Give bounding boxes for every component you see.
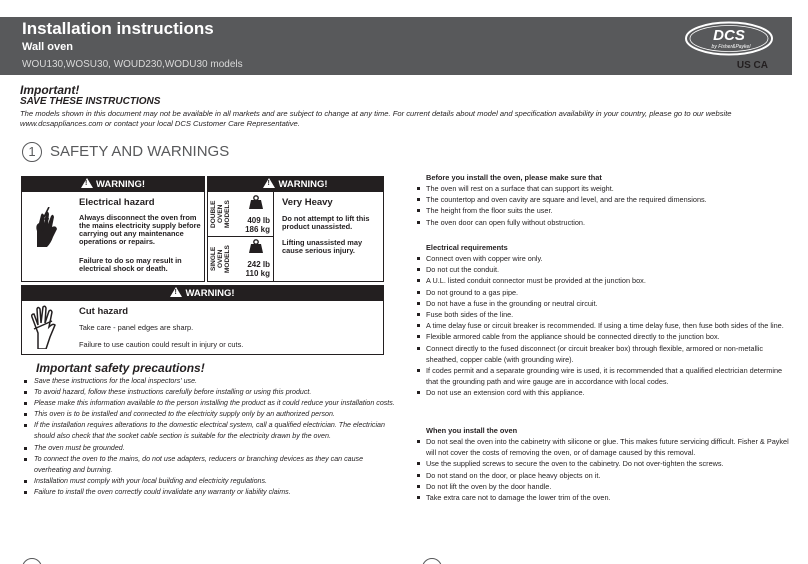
list-item: Do not use an extension cord with this appliance. xyxy=(416,387,794,398)
list-item: Fuse both sides of the line. xyxy=(416,309,794,320)
when-install-title: When you install the oven xyxy=(426,426,518,435)
precautions-title: Important safety precautions! xyxy=(36,361,205,375)
list-item: Do not have a fuse in the grounding or neutral circuit. xyxy=(416,298,794,309)
before-install-title: Before you install the oven, please make sure that xyxy=(426,173,602,182)
warning-bar xyxy=(22,286,383,301)
double-weight-kg: 186 kg xyxy=(245,225,270,234)
list-item: The oven must be grounded. xyxy=(22,443,402,454)
header-bar xyxy=(0,17,792,75)
save-instructions-heading: SAVE THESE INSTRUCTIONS xyxy=(20,96,161,107)
single-oven-label: SINGLE OVEN MODELS xyxy=(210,245,231,273)
warning-triangle-icon xyxy=(263,178,275,188)
electrical-hazard-title: Electrical hazard xyxy=(79,197,155,208)
very-heavy-text1: Do not attempt to lift this product unassisted. xyxy=(282,214,370,231)
list-item: If the installation requires alterations to the domestic electrical system, call a qualified electrician. The electrician should also check that the socket cable section is suitable for the electricity drawn by the oven. xyxy=(22,420,402,442)
list-item: This oven is to be installed and connected to the electricity supply only by an authorized person. xyxy=(22,409,402,420)
list-item: Take extra care not to damage the lower trim of the oven. xyxy=(416,492,794,503)
list-item: Do not ground to a gas pipe. xyxy=(416,287,794,298)
single-weight-kg: 110 kg xyxy=(245,269,270,278)
precautions-list xyxy=(22,376,402,498)
single-oven-weight xyxy=(230,260,270,278)
warning-bar xyxy=(208,177,383,192)
doc-title: Installation instructions xyxy=(22,19,214,38)
weight-icon xyxy=(248,195,264,209)
doc-subtitle: Wall oven xyxy=(22,41,73,53)
list-item: Installation must comply with your local building and electricity regulations. xyxy=(22,476,402,487)
cut-hazard-title: Cut hazard xyxy=(79,306,129,317)
warning-triangle-icon xyxy=(170,287,182,297)
list-item: Failure to install the oven correctly could invalidate any warranty or liability claims. xyxy=(22,487,402,498)
list-item: If codes permit and a separate grounding wire is used, it is recommended that a qualified electrician determine that the grounding path and wire gauge are in accordance with local codes. xyxy=(416,365,794,387)
list-item: Save these instructions for the local inspectors' use. xyxy=(22,376,402,387)
list-item: Do not lift the oven by the door handle. xyxy=(416,481,794,492)
list-item: Connect directly to the fused disconnect (or circuit breaker box) through flexible, armored or non-metallic sheathed, copper cable (with grounding wire). xyxy=(416,343,794,365)
list-item: The countertop and oven cavity are square and level, and are the required dimensions. xyxy=(416,194,794,205)
list-item: A time delay fuse or circuit breaker is recommended. If using a time delay fuse, then fuse both sides of the line. xyxy=(416,320,794,331)
single-weight-lb: 242 lb xyxy=(247,260,270,269)
list-item: Do not cut the conduit. xyxy=(416,264,794,275)
electrical-requirements-section xyxy=(416,243,794,399)
intro-text: The models shown in this document may not be available in all markets and are subject to change at any time. For current details about model and specification availability in your country, please go to our website www.dcsappliances.com or contact your local DCS Customer Care Representative. xyxy=(20,109,732,128)
list-item: The oven door can open fully without obstruction. xyxy=(416,217,794,228)
list-item: The oven will rest on a surface that can support its weight. xyxy=(416,183,794,194)
section-number: 1 xyxy=(22,142,42,162)
when-install-section xyxy=(416,426,794,503)
list-item: Flexible armored cable from the appliance should be connected directly to the junction box. xyxy=(416,331,794,342)
double-weight-lb: 409 lb xyxy=(247,216,270,225)
list-item: Connect oven with copper wire only. xyxy=(416,253,794,264)
logo-text: DCS xyxy=(713,27,745,44)
important-heading: Important! xyxy=(20,83,80,97)
when-install-list xyxy=(416,436,794,503)
warning-label: WARNING! xyxy=(185,288,235,299)
region-label: US CA xyxy=(736,60,768,71)
very-heavy-warning xyxy=(207,176,384,282)
cut-hazard-text2: Failure to use caution could result in injury or cuts. xyxy=(79,340,244,349)
warning-bar xyxy=(22,177,204,192)
weight-icon xyxy=(248,239,264,253)
list-item: Do not stand on the door, or place heavy objects on it. xyxy=(416,470,794,481)
cut-hand-icon xyxy=(28,305,58,349)
list-item: To avoid hazard, follow these instructions carefully before installing or using this product. xyxy=(22,387,402,398)
cut-hazard-warning xyxy=(21,285,384,355)
cut-hazard-text1: Take care - panel edges are sharp. xyxy=(79,323,194,332)
next-section-circle xyxy=(22,558,42,564)
model-list: WOU130,WOSU30, WOUD230,WODU30 models xyxy=(22,59,243,70)
double-oven-weight xyxy=(230,216,270,234)
warning-label: WARNING! xyxy=(95,179,146,190)
before-install-section xyxy=(416,173,794,228)
list-item: Use the supplied screws to secure the oven to the cabinetry. Do not over-tighten the screws. xyxy=(416,458,794,469)
very-heavy-title: Very Heavy xyxy=(282,197,333,208)
list-item: The height from the floor suits the user. xyxy=(416,205,794,216)
section-title: SAFETY AND WARNINGS xyxy=(50,143,230,160)
warning-triangle-icon xyxy=(81,178,93,188)
list-item: Do not seal the oven into the cabinetry with silicone or glue. This makes future servicing difficult. Fisher & Paykel will not cover the costs of removing the oven, or of damage caused by this removal. xyxy=(416,436,794,458)
very-heavy-text2: Lifting unassisted may cause serious injury. xyxy=(282,238,363,255)
double-oven-label: DOUBLE OVEN MODELS xyxy=(210,200,231,228)
electrical-requirements-title: Electrical requirements xyxy=(426,243,508,252)
dcs-logo xyxy=(684,20,774,57)
electrical-requirements-list xyxy=(416,253,794,399)
list-item: Please make this information available to the person installing the product as it could reduce your installation costs. xyxy=(22,398,402,409)
weight-divider xyxy=(208,236,274,237)
warning-label: WARNING! xyxy=(278,179,328,190)
electrical-hazard-text1: Always disconnect the oven from the mains electricity supply before carrying out any maintenance operations or repairs. xyxy=(79,213,201,246)
electrical-hazard-warning xyxy=(21,176,205,282)
electric-shock-icon xyxy=(29,207,63,251)
list-item: A U.L. listed conduit connector must be provided at the junction box. xyxy=(416,275,794,286)
list-item: To connect the oven to the mains, do not use adapters, reducers or branching devices as they can cause overheating and burning. xyxy=(22,454,402,476)
before-install-list xyxy=(416,183,794,228)
logo-subtext: by Fisher&Paykel xyxy=(711,44,751,50)
electrical-hazard-text2: Failure to do so may result in electrical shock or death. xyxy=(79,256,182,273)
next-section-circle xyxy=(422,558,442,564)
